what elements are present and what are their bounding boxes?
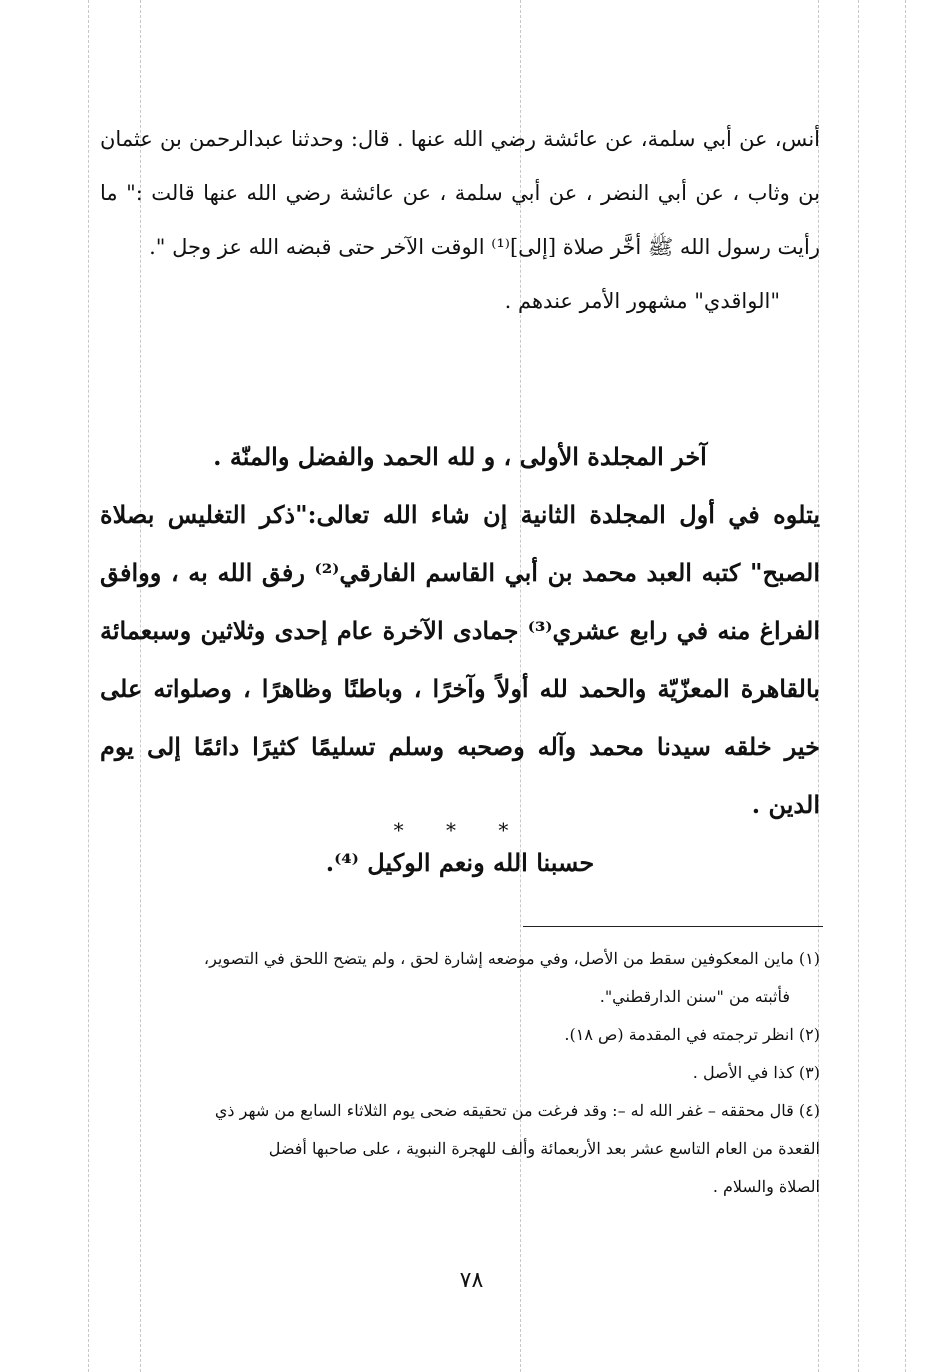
body-text [100, 112, 820, 328]
footnote-divider [523, 926, 823, 927]
footnote-1: (١) ماين المعكوفين سقط من الأصل، وفي موضعه إشارة لحق ، ولم يتضح اللحق في التصوير، [203, 949, 820, 968]
page-number: ٧٨ [459, 1268, 484, 1293]
footnotes [100, 940, 820, 1206]
footnote-2: (٢) انظر ترجمته في المقدمة (ص ١٨). [564, 1025, 820, 1044]
colophon-text: يتلوه في أول المجلدة الثانية إن شاء الله تعالى:"ذكر التغليس بصلاة الصبح" كتبه العبد محمد بن أبي القاسم الفارقي⁽²⁾ رفق الله به ، ووافق الفراغ منه في رابع عشري⁽³⁾ جمادى الآخرة عام إحدى وثلاثين وسبعمائة بالقاهرة المعزّيّة والحمد لله أولاً وآخرًا ، وباطنًا وظاهرًا ، وصلواته على خير خلقه سيدنا محمد وآله وصحبه وسلم تسليمًا كثيرًا دائمًا إلى يوم الدين . [100, 500, 820, 819]
scan-guide-line [858, 0, 859, 1372]
colophon-ending: حسبنا الله ونعم الوكيل ⁽⁴⁾. [325, 848, 595, 877]
scan-guide-line [905, 0, 906, 1372]
body-paragraph: أنس، عن أبي سلمة، عن عائشة رضي الله عنها . قال: وحدثنا عبدالرحمن بن عثمان بن وثاب ، عن أبي النضر ، عن أبي سلمة ، عن عائشة رضي الله عنها قالت :" ما رأيت رسول الله ﷺ أخَّر صلاة [إلى]⁽¹⁾ الوقت الآخر حتى قبضه الله عز وجل ". [100, 127, 820, 259]
scan-guide-line [88, 0, 89, 1372]
footnote-4-continued: القعدة من العام التاسع عشر بعد الأربعمائة وألف للهجرة النبوية ، على صاحبها أفضل [268, 1139, 820, 1158]
footnote-4: (٤) قال محققه – غفر الله له –: وقد فرغت من تحقيقه ضحى يوم الثلاثاء السابع من شهر ذي [214, 1101, 820, 1120]
footnote-4-continued: الصلاة والسلام . [712, 1177, 820, 1196]
section-separator: * * * [393, 818, 527, 842]
body-paragraph: "الواقدي" مشهور الأمر عندهم . [504, 289, 780, 313]
footnote-1-continued: فأثبته من "سنن الدارقطني". [599, 987, 790, 1006]
colophon-heading: آخر المجلدة الأولى ، و لله الحمد والفضل والمنّة . [213, 442, 707, 471]
footnote-3: (٣) كذا في الأصل . [692, 1063, 820, 1082]
